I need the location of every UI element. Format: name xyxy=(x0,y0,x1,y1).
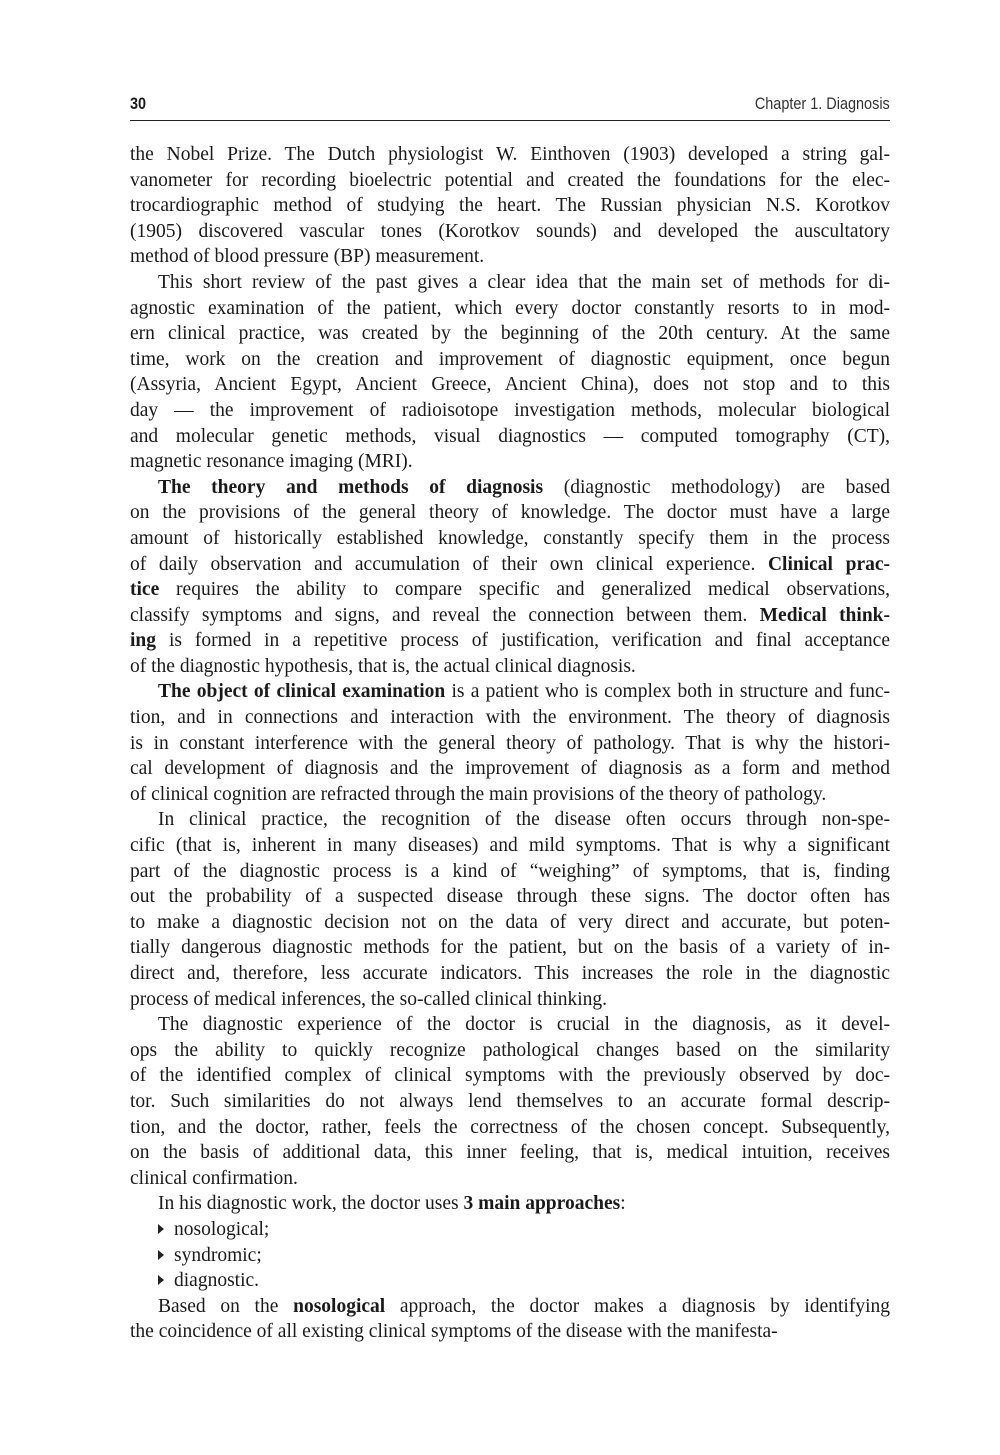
bullet-item xyxy=(130,1243,890,1269)
text-line xyxy=(130,1319,890,1345)
paragraph xyxy=(130,270,890,475)
text-segment: tor. Such similarities do not always lend themselves to an accurate formal descrip- xyxy=(130,1090,890,1112)
paragraph xyxy=(130,807,890,1012)
bullet-triangle-icon xyxy=(158,1275,164,1285)
text-line xyxy=(130,833,890,859)
text-segment: day — the improvement of radioisotope investigation methods, molecular biological xyxy=(130,399,890,421)
text-line xyxy=(130,1268,890,1294)
text-segment: on the provisions of the general theory of knowledge. The doctor must have a large xyxy=(130,502,890,524)
paragraph xyxy=(130,142,890,270)
text-segment: direct and, therefore, less accurate indicators. This increases the role in the diagnostic xyxy=(130,963,890,984)
text-segment: is a patient who is complex both in structure and func- xyxy=(445,681,890,703)
bullet-triangle-icon xyxy=(158,1224,164,1234)
text-line xyxy=(130,1115,890,1141)
text-line xyxy=(130,424,890,450)
text-line xyxy=(130,142,890,168)
text-line xyxy=(130,500,890,526)
text-line xyxy=(130,347,890,373)
paragraph xyxy=(130,1294,890,1345)
text-segment: tion, and in connections and interaction with the environment. The theory of diagnosis xyxy=(130,707,890,729)
text-line xyxy=(130,526,890,552)
text-line xyxy=(130,372,890,398)
text-segment: the Nobel Prize. The Dutch physiologist W. Einthoven (1903) developed a string gal- xyxy=(130,144,890,165)
text-segment: and molecular genetic methods, visual diagnostics — computed tomography (CT), xyxy=(130,425,890,447)
text-segment: requires the ability to compare specific and generalized medical observations, xyxy=(159,579,890,601)
text-line xyxy=(130,270,890,296)
text-line xyxy=(130,807,890,833)
text-line xyxy=(130,1243,890,1269)
text-segment: of the identified complex of clinical symptoms with the previously observed by doc- xyxy=(130,1065,890,1087)
text-segment: approach, the doctor makes a diagnosis by identifying xyxy=(385,1295,890,1317)
text-line xyxy=(130,1089,890,1115)
text-segment: magnetic resonance imaging (MRI). xyxy=(130,451,413,473)
text-segment: (1905) discovered vascular tones (Korotkov sounds) and developed the auscultatory xyxy=(130,220,890,242)
text-line xyxy=(130,193,890,219)
text-segment: is in constant interference with the general theory of pathology. That is why the histori- xyxy=(130,732,890,754)
text-segment: ops the ability to quickly recognize pathological changes based on the similarity xyxy=(130,1039,890,1061)
text-line xyxy=(130,731,890,757)
text-line xyxy=(130,398,890,424)
text-line xyxy=(130,1140,890,1166)
text-segment: In clinical practice, the recognition of the disease often occurs through non-spe- xyxy=(158,809,890,831)
text-segment: is formed in a repetitive process of justification, verification and final acceptance xyxy=(156,630,890,652)
text-line xyxy=(130,935,890,961)
paragraph xyxy=(130,1012,890,1191)
text-line xyxy=(130,654,890,680)
text-segment: of the diagnostic hypothesis, that is, the actual clinical diagnosis. xyxy=(130,655,636,677)
bold-term: The object of clinical examination xyxy=(158,681,446,703)
text-segment: method of blood pressure (BP) measurement. xyxy=(130,246,485,268)
text-line xyxy=(130,552,890,578)
text-segment: The diagnostic experience of the doctor is crucial in the diagnosis, as it devel- xyxy=(158,1014,890,1036)
text-segment: of daily observation and accumulation of their own clinical experience. xyxy=(130,553,768,575)
text-segment: (Assyria, Ancient Egypt, Ancient Greece, Ancient China), does not stop and to this xyxy=(130,374,890,396)
paragraph xyxy=(130,1191,890,1217)
text-segment: process of medical inferences, the so-called clinical thinking. xyxy=(130,988,608,1010)
text-line xyxy=(130,987,890,1013)
text-line xyxy=(130,1191,890,1217)
text-line xyxy=(130,1038,890,1064)
text-segment: ern clinical practice, was created by the beginning of the 20th century. At the same xyxy=(130,323,890,345)
bullet-item xyxy=(130,1217,890,1243)
text-segment: to make a diagnostic decision not on the data of very direct and accurate, but poten- xyxy=(130,911,890,933)
text-segment: tially dangerous diagnostic methods for the patient, but on the basis of a variety of in- xyxy=(130,937,890,959)
bold-term: The theory and methods of diagnosis xyxy=(158,476,544,498)
text-segment: on the basis of additional data, this inner feeling, that is, medical intuition, receives xyxy=(130,1142,890,1164)
text-line xyxy=(130,961,890,987)
text-segment: syndromic; xyxy=(174,1244,262,1266)
bold-term: Clinical prac- xyxy=(767,553,890,575)
page-number: 30 xyxy=(130,94,147,113)
text-segment: : xyxy=(620,1193,626,1215)
paragraph xyxy=(130,475,890,680)
text-line xyxy=(130,449,890,475)
text-segment: classify symptoms and signs, and reveal the connection between them. xyxy=(130,604,760,626)
bullet-item xyxy=(130,1268,890,1294)
text-line xyxy=(130,475,890,501)
text-line xyxy=(130,1063,890,1089)
text-segment: the coincidence of all existing clinical symptoms of the disease with the manifesta- xyxy=(130,1321,778,1343)
text-segment: Based on the xyxy=(158,1295,294,1317)
text-line xyxy=(130,577,890,603)
text-segment: amount of historically established knowledge, constantly specify them in the process xyxy=(130,527,890,549)
text-segment: cific (that is, inherent in many diseases) and mild symptoms. That is why a significant xyxy=(130,835,890,857)
text-line xyxy=(130,628,890,654)
page-body xyxy=(130,142,890,1345)
text-line xyxy=(130,1217,890,1243)
text-segment: nosological; xyxy=(174,1218,270,1240)
text-line xyxy=(130,168,890,194)
text-line xyxy=(130,1012,890,1038)
text-segment: trocardiographic method of studying the heart. The Russian physician N.S. Korotkov xyxy=(130,195,890,217)
chapter-title: Chapter 1. Diagnosis xyxy=(755,94,890,113)
text-segment: cal development of diagnosis and the improvement of diagnosis as a form and method xyxy=(130,758,890,780)
text-line xyxy=(130,296,890,322)
bold-term: Medical think- xyxy=(759,604,891,626)
text-segment: clinical confirmation. xyxy=(130,1167,298,1189)
running-header xyxy=(130,92,890,121)
bold-term: ing xyxy=(130,630,157,652)
bullet-triangle-icon xyxy=(158,1250,164,1260)
text-line xyxy=(130,679,890,705)
text-segment: (diagnostic methodology) are based xyxy=(543,476,891,498)
text-line xyxy=(130,603,890,629)
bold-term: 3 main approaches xyxy=(463,1193,621,1215)
text-segment: This short review of the past gives a clear idea that the main set of methods for di- xyxy=(158,271,890,293)
paragraph xyxy=(130,679,890,807)
text-segment: time, work on the creation and improvement of diagnostic equipment, once begun xyxy=(130,348,890,370)
text-line xyxy=(130,859,890,885)
text-segment: vanometer for recording bioelectric potential and created the foundations for the elec- xyxy=(130,169,890,191)
text-segment: diagnostic. xyxy=(174,1270,260,1292)
text-segment: tion, and the doctor, rather, feels the correctness of the chosen concept. Subsequently, xyxy=(130,1116,890,1138)
text-segment: of clinical cognition are refracted through the main provisions of the theory of pathology. xyxy=(130,783,827,805)
text-line xyxy=(130,884,890,910)
text-line xyxy=(130,910,890,936)
text-line xyxy=(130,705,890,731)
text-segment: out the probability of a suspected disease through these signs. The doctor often has xyxy=(130,886,890,908)
bold-term: tice xyxy=(130,579,160,601)
text-line xyxy=(130,219,890,245)
text-segment: In his diagnostic work, the doctor uses xyxy=(158,1193,464,1215)
text-segment: part of the diagnostic process is a kind of “weighing” of symptoms, that is, finding xyxy=(130,860,890,882)
text-segment: agnostic examination of the patient, which every doctor constantly resorts to in mod- xyxy=(130,297,890,319)
bold-term: nosological xyxy=(293,1295,386,1317)
text-line xyxy=(130,244,890,270)
text-line xyxy=(130,1294,890,1320)
text-line xyxy=(130,756,890,782)
text-line xyxy=(130,321,890,347)
text-line xyxy=(130,782,890,808)
text-line xyxy=(130,1166,890,1192)
